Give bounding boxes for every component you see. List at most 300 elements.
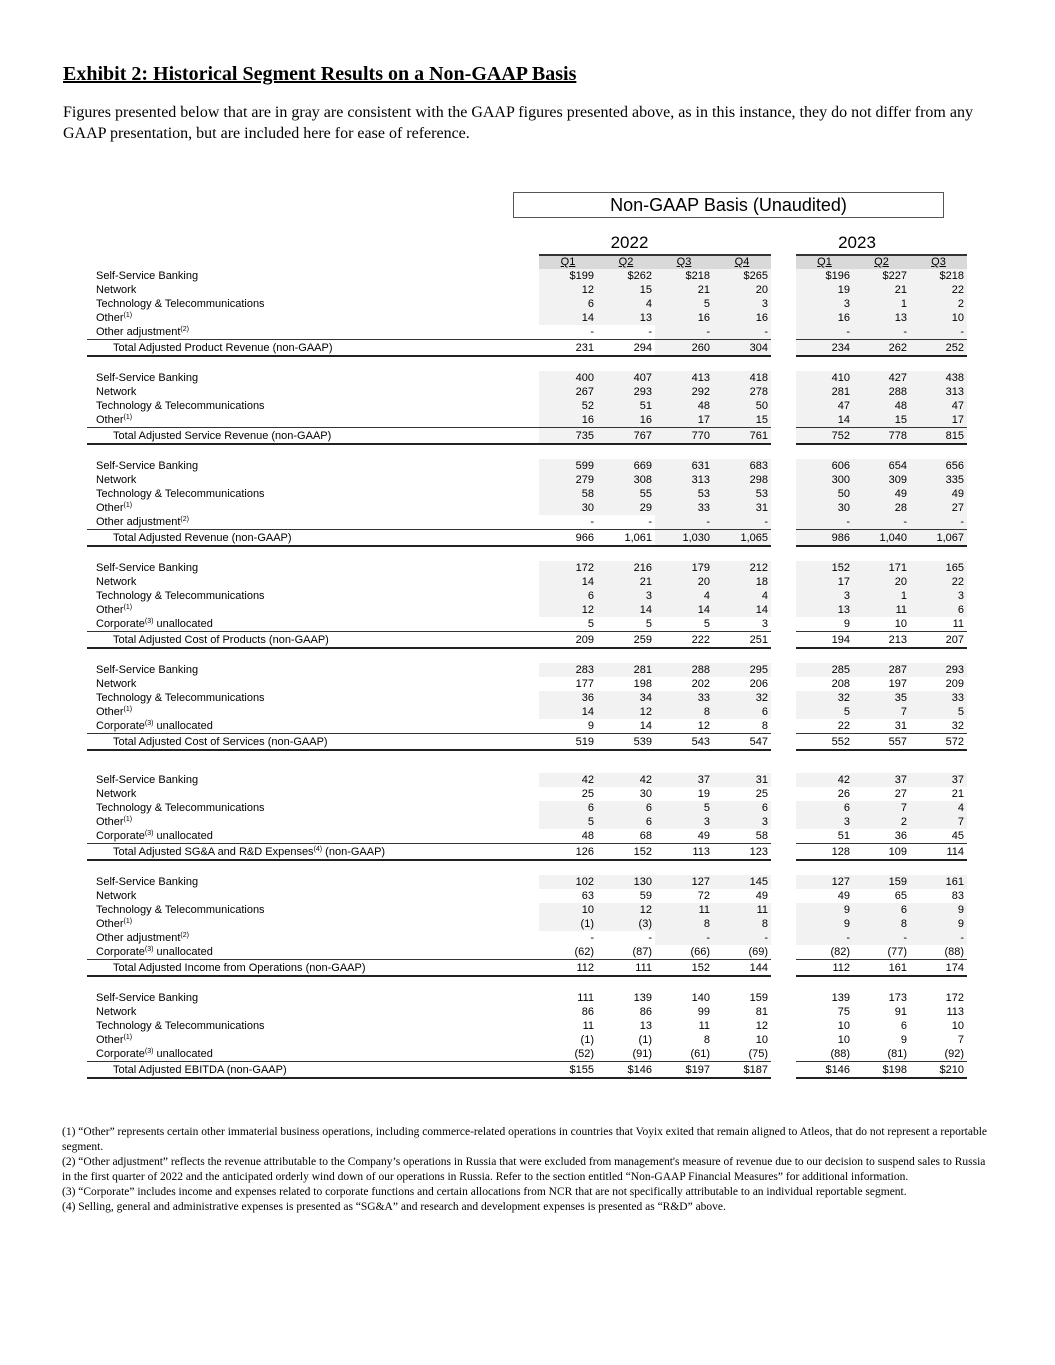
value-cell: 4 — [910, 801, 967, 815]
value-cell: $265 — [713, 269, 771, 283]
row-label — [87, 719, 539, 734]
value-cell: 552 — [796, 734, 853, 751]
row-label — [87, 515, 539, 530]
value-cell: - — [648, 932, 652, 944]
value-cell: 47 — [796, 399, 853, 413]
value-cell: - — [713, 515, 771, 530]
footnote-ref: (1) — [123, 312, 133, 319]
value-cell: (87) — [632, 946, 652, 958]
value-cell: 309 — [853, 473, 910, 487]
footnote-ref: (3) — [144, 830, 154, 837]
row-label — [87, 945, 539, 960]
table-row — [87, 829, 967, 844]
row-label — [87, 815, 539, 829]
value-cell: 10 — [539, 903, 597, 917]
row-label — [87, 773, 539, 787]
value-cell: 127 — [796, 875, 853, 889]
value-cell: 16 — [796, 311, 853, 325]
label-suffix: (non-GAAP) — [322, 845, 386, 858]
row-label — [87, 473, 539, 487]
total-label — [87, 428, 539, 445]
value-cell: 113 — [655, 844, 713, 861]
value-cell: 33 — [655, 501, 713, 515]
table-row — [87, 297, 967, 311]
value-cell: 31 — [713, 501, 771, 515]
year-header-2022: 2022 — [610, 233, 649, 252]
value-cell: 144 — [713, 960, 771, 977]
label-text: Technology & Telecommunications — [96, 1020, 265, 1032]
value-cell: 8 — [655, 705, 713, 719]
value-cell: 5 — [796, 705, 853, 719]
quarter-header: Q1 — [796, 255, 853, 269]
value-cell: 572 — [910, 734, 967, 751]
value-cell: 752 — [796, 428, 853, 445]
value-cell: (66) — [690, 946, 710, 958]
value-cell: 281 — [597, 663, 655, 677]
total-label — [87, 960, 539, 977]
value-cell: 5 — [703, 618, 710, 630]
table-row — [87, 501, 967, 515]
value-cell: (52) — [574, 1048, 594, 1060]
label-text: Network — [96, 788, 137, 800]
value-cell: 21 — [597, 575, 655, 589]
row-label — [87, 283, 539, 297]
value-cell: $197 — [655, 1062, 713, 1079]
table-row — [87, 487, 967, 501]
value-cell: 1 — [853, 297, 910, 311]
label-text: Self-Service Banking — [96, 774, 199, 786]
row-label — [87, 829, 539, 844]
value-cell: $210 — [910, 1062, 967, 1079]
row-label — [87, 705, 539, 719]
value-cell: 6 — [539, 589, 597, 603]
label-text: Other — [96, 816, 124, 828]
value-cell: $262 — [597, 269, 655, 283]
value-cell: - — [910, 515, 967, 530]
value-cell: 68 — [639, 830, 652, 842]
value-cell: 194 — [796, 632, 853, 649]
value-cell: - — [590, 516, 594, 528]
value-cell: 152 — [655, 960, 713, 977]
value-cell: 111 — [577, 992, 594, 1004]
total-row — [87, 632, 967, 649]
value-cell: 161 — [910, 875, 967, 889]
value-cell: 1,061 — [597, 530, 655, 547]
value-cell: 438 — [910, 371, 967, 385]
value-cell: 139 — [633, 992, 652, 1004]
row-label — [87, 875, 539, 889]
footnote-ref: (1) — [123, 816, 133, 823]
value-cell: 9 — [843, 618, 850, 630]
value-cell: - — [655, 931, 713, 945]
table-header-box: Non-GAAP Basis (Unaudited) — [513, 192, 944, 218]
label-text: Technology & Telecommunications — [96, 298, 265, 310]
value-cell: 6 — [539, 297, 597, 311]
label-text: Total Adjusted EBITDA (non-GAAP) — [113, 1063, 287, 1076]
value-cell: - — [590, 932, 594, 944]
label-text: Other — [96, 1034, 124, 1046]
row-label — [87, 589, 539, 603]
value-cell: 45 — [951, 830, 964, 842]
value-cell: 285 — [796, 663, 853, 677]
value-cell: 42 — [597, 773, 655, 787]
value-cell: 32 — [796, 691, 853, 705]
row-label — [87, 297, 539, 311]
value-cell: 30 — [639, 788, 652, 800]
table-row — [87, 269, 967, 283]
value-cell: 171 — [853, 561, 910, 575]
value-cell: 335 — [910, 473, 967, 487]
table-row — [87, 515, 967, 530]
value-cell: 111 — [597, 960, 655, 977]
value-cell: 91 — [894, 1006, 907, 1018]
value-cell: 206 — [749, 678, 768, 690]
value-cell: 15 — [713, 413, 771, 428]
value-cell: 207 — [910, 632, 967, 649]
value-cell: 59 — [639, 890, 652, 902]
footnote-ref: (4) — [313, 845, 323, 853]
value-cell: 6 — [713, 705, 771, 719]
value-cell: 10 — [951, 1020, 964, 1032]
value-cell: 267 — [539, 385, 597, 399]
value-cell: 3 — [655, 815, 713, 829]
row-label — [87, 1047, 539, 1062]
total-row — [87, 844, 967, 861]
value-cell: 761 — [713, 428, 771, 445]
value-cell: 2 — [853, 815, 910, 829]
value-cell: 49 — [910, 487, 967, 501]
value-cell: 52 — [539, 399, 597, 413]
label-text: Corporate — [96, 946, 145, 958]
label-text: Total Adjusted Service Revenue (non-GAAP) — [113, 429, 332, 442]
value-cell: 179 — [655, 561, 713, 575]
table-row — [87, 1019, 967, 1033]
row-label — [87, 501, 539, 515]
table-row — [87, 617, 967, 632]
value-cell: (91) — [632, 1048, 652, 1060]
label-text: Self-Service Banking — [96, 664, 199, 676]
label-text: Network — [96, 1006, 137, 1018]
value-cell: 5 — [539, 815, 597, 829]
value-cell: 172 — [945, 992, 964, 1004]
value-cell: 152 — [597, 844, 655, 861]
value-cell: 83 — [951, 890, 964, 902]
value-cell: 202 — [691, 678, 710, 690]
value-cell: 49 — [755, 890, 768, 902]
value-cell: 4 — [713, 589, 771, 603]
value-cell: 72 — [697, 890, 710, 902]
row-label — [87, 371, 539, 385]
value-cell: 557 — [853, 734, 910, 751]
footnote-ref: (1) — [123, 706, 133, 713]
row-label — [87, 617, 539, 632]
label-text: Other — [96, 706, 124, 718]
value-cell: 295 — [713, 663, 771, 677]
value-cell: 547 — [713, 734, 771, 751]
value-cell: 75 — [837, 1006, 850, 1018]
value-cell: 400 — [539, 371, 597, 385]
table-row — [87, 801, 967, 815]
label-text: Other adjustment — [96, 932, 181, 944]
value-cell: (75) — [748, 1048, 768, 1060]
value-cell: 8 — [655, 917, 713, 931]
value-cell: 778 — [853, 428, 910, 445]
value-cell: 966 — [539, 530, 597, 547]
label-suffix: unallocated — [153, 720, 213, 732]
label-suffix: unallocated — [153, 618, 213, 630]
value-cell: 606 — [796, 459, 853, 473]
value-cell: 14 — [639, 720, 652, 732]
value-cell: 47 — [910, 399, 967, 413]
value-cell: 139 — [831, 992, 850, 1004]
value-cell: 9 — [796, 917, 853, 931]
value-cell: 770 — [655, 428, 713, 445]
value-cell: 102 — [539, 875, 597, 889]
year-header-2023: 2023 — [838, 233, 876, 252]
value-cell: 418 — [713, 371, 771, 385]
value-cell: 279 — [539, 473, 597, 487]
value-cell: 112 — [796, 960, 853, 977]
row-label — [87, 385, 539, 399]
value-cell: - — [910, 325, 967, 340]
value-cell: 31 — [713, 773, 771, 787]
row-label — [87, 325, 539, 340]
label-text: Corporate — [96, 1048, 145, 1060]
value-cell: $218 — [655, 269, 713, 283]
value-cell: - — [655, 515, 713, 530]
value-cell: 10 — [755, 1034, 768, 1046]
table-row — [87, 283, 967, 297]
value-cell: 25 — [581, 788, 594, 800]
value-cell: 259 — [597, 632, 655, 649]
value-cell: 174 — [910, 960, 967, 977]
table-row — [87, 399, 967, 413]
value-cell: $227 — [853, 269, 910, 283]
value-cell: 10 — [837, 1034, 850, 1046]
value-cell: 30 — [539, 501, 597, 515]
value-cell: 13 — [853, 311, 910, 325]
value-cell: 213 — [853, 632, 910, 649]
value-cell: 10 — [837, 1020, 850, 1032]
value-cell: 14 — [796, 413, 853, 428]
value-cell: 543 — [655, 734, 713, 751]
value-cell: 3 — [910, 589, 967, 603]
value-cell: - — [796, 515, 853, 530]
label-text: Total Adjusted Income from Operations (non-GAAP) — [113, 961, 366, 974]
row-label — [87, 575, 539, 589]
quarter-header: Q1 — [539, 255, 597, 269]
value-cell: 37 — [853, 773, 910, 787]
value-cell: 5 — [645, 618, 652, 630]
value-cell: 58 — [755, 830, 768, 842]
row-label — [87, 1033, 539, 1047]
label-suffix: unallocated — [153, 830, 213, 842]
value-cell: 3 — [796, 815, 853, 829]
table-row — [87, 677, 967, 691]
table-row — [87, 991, 967, 1005]
footnote-ref: (3) — [144, 946, 154, 953]
value-cell: $155 — [539, 1062, 597, 1079]
value-cell: 50 — [713, 399, 771, 413]
value-cell: 48 — [581, 830, 594, 842]
value-cell: 735 — [539, 428, 597, 445]
row-label — [87, 1005, 539, 1019]
value-cell: $198 — [853, 1062, 910, 1079]
value-cell: 81 — [755, 1006, 768, 1018]
value-cell: 683 — [713, 459, 771, 473]
value-cell: 287 — [853, 663, 910, 677]
value-cell: 65 — [894, 890, 907, 902]
footnote-ref: (3) — [144, 1048, 154, 1055]
table-row — [87, 691, 967, 705]
label-text: Other — [96, 414, 124, 426]
value-cell: 283 — [539, 663, 597, 677]
value-cell: - — [713, 325, 771, 340]
value-cell: 313 — [655, 473, 713, 487]
value-cell: - — [713, 931, 771, 945]
value-cell: 35 — [853, 691, 910, 705]
value-cell: 413 — [655, 371, 713, 385]
value-cell: 519 — [539, 734, 597, 751]
value-cell: 128 — [796, 844, 853, 861]
value-cell: 288 — [853, 385, 910, 399]
value-cell: 293 — [597, 385, 655, 399]
total-label — [87, 340, 539, 357]
value-cell: 42 — [796, 773, 853, 787]
value-cell: 1,030 — [655, 530, 713, 547]
table-row — [87, 903, 967, 917]
value-cell: 86 — [581, 1006, 594, 1018]
row-label — [87, 603, 539, 617]
value-cell: 20 — [853, 575, 910, 589]
value-cell: 33 — [910, 691, 967, 705]
value-cell: 234 — [796, 340, 853, 357]
value-cell: 25 — [755, 788, 768, 800]
value-cell: 152 — [796, 561, 853, 575]
value-cell: 6 — [796, 801, 853, 815]
value-cell: - — [910, 931, 967, 945]
value-cell: 231 — [539, 340, 597, 357]
value-cell: 293 — [910, 663, 967, 677]
value-cell: (92) — [944, 1048, 964, 1060]
value-cell: 53 — [655, 487, 713, 501]
value-cell: 5 — [655, 297, 713, 311]
value-cell: 656 — [910, 459, 967, 473]
value-cell: 216 — [597, 561, 655, 575]
value-cell: 31 — [894, 720, 907, 732]
value-cell: 51 — [837, 830, 850, 842]
value-cell: 126 — [539, 844, 597, 861]
value-cell: 16 — [655, 311, 713, 325]
value-cell: 165 — [910, 561, 967, 575]
row-label — [87, 459, 539, 473]
value-cell: 177 — [575, 678, 594, 690]
total-row — [87, 340, 967, 357]
table-row — [87, 917, 967, 931]
value-cell: $196 — [796, 269, 853, 283]
footnote-ref: (1) — [123, 502, 133, 509]
value-cell: 6 — [853, 903, 910, 917]
quarter-header: Q3 — [910, 255, 967, 269]
value-cell: - — [853, 931, 910, 945]
row-label — [87, 787, 539, 801]
value-cell: 669 — [597, 459, 655, 473]
value-cell: 14 — [539, 311, 597, 325]
label-text: Other adjustment — [96, 516, 181, 528]
value-cell: 12 — [597, 705, 655, 719]
value-cell: 114 — [910, 844, 967, 861]
label-text: Other — [96, 312, 124, 324]
label-text: Network — [96, 474, 137, 486]
value-cell: 49 — [837, 890, 850, 902]
footnote-ref: (1) — [123, 414, 133, 421]
value-cell: 767 — [597, 428, 655, 445]
value-cell: 172 — [539, 561, 597, 575]
row-label — [87, 991, 539, 1005]
label-text: Technology & Telecommunications — [96, 692, 265, 704]
value-cell: (1) — [638, 1034, 652, 1046]
value-cell: 8 — [853, 917, 910, 931]
value-cell: 815 — [910, 428, 967, 445]
value-cell: - — [648, 326, 652, 338]
page-title: Exhibit 2: Historical Segment Results on a Non-GAAP Basis — [63, 63, 577, 85]
value-cell: 208 — [831, 678, 850, 690]
label-text: Self-Service Banking — [96, 460, 199, 472]
table-row — [87, 1047, 967, 1062]
value-cell: 278 — [713, 385, 771, 399]
table-row — [87, 473, 967, 487]
table-row — [87, 815, 967, 829]
label-text: Technology & Telecommunications — [96, 400, 265, 412]
label-text: Network — [96, 284, 137, 296]
value-cell: 9 — [587, 720, 594, 732]
value-cell: 9 — [910, 903, 967, 917]
table-row — [87, 663, 967, 677]
label-text: Other — [96, 918, 124, 930]
value-cell: 123 — [713, 844, 771, 861]
value-cell: 112 — [539, 960, 597, 977]
table-row — [87, 311, 967, 325]
value-cell: 308 — [597, 473, 655, 487]
value-cell: (1) — [539, 917, 597, 931]
label-text: Corporate — [96, 830, 145, 842]
table-row — [87, 385, 967, 399]
total-row — [87, 530, 967, 547]
value-cell: (88) — [830, 1048, 850, 1060]
value-cell: 7 — [853, 705, 910, 719]
value-cell: 6 — [900, 1020, 907, 1032]
value-cell: 32 — [713, 691, 771, 705]
value-cell: (61) — [690, 1048, 710, 1060]
value-cell: 21 — [951, 788, 964, 800]
value-cell: 13 — [597, 311, 655, 325]
total-row — [87, 428, 967, 445]
label-text: Other adjustment — [96, 326, 181, 338]
table-row — [87, 931, 967, 945]
total-label — [87, 632, 539, 649]
value-cell: 298 — [713, 473, 771, 487]
value-cell: $199 — [539, 269, 597, 283]
row-label — [87, 889, 539, 903]
value-cell: 14 — [597, 603, 655, 617]
label-text: Total Adjusted Cost of Services (non-GAAP) — [113, 735, 328, 748]
label-text: Technology & Telecommunications — [96, 802, 265, 814]
footnote-4: (4) Selling, general and administrative expenses is presented as “SG&A” and research and development expenses is presented as “R&D” above. — [62, 1201, 726, 1213]
value-cell: 22 — [837, 720, 850, 732]
value-cell: 6 — [539, 801, 597, 815]
value-cell: - — [648, 516, 652, 528]
value-cell: 3 — [796, 297, 853, 311]
